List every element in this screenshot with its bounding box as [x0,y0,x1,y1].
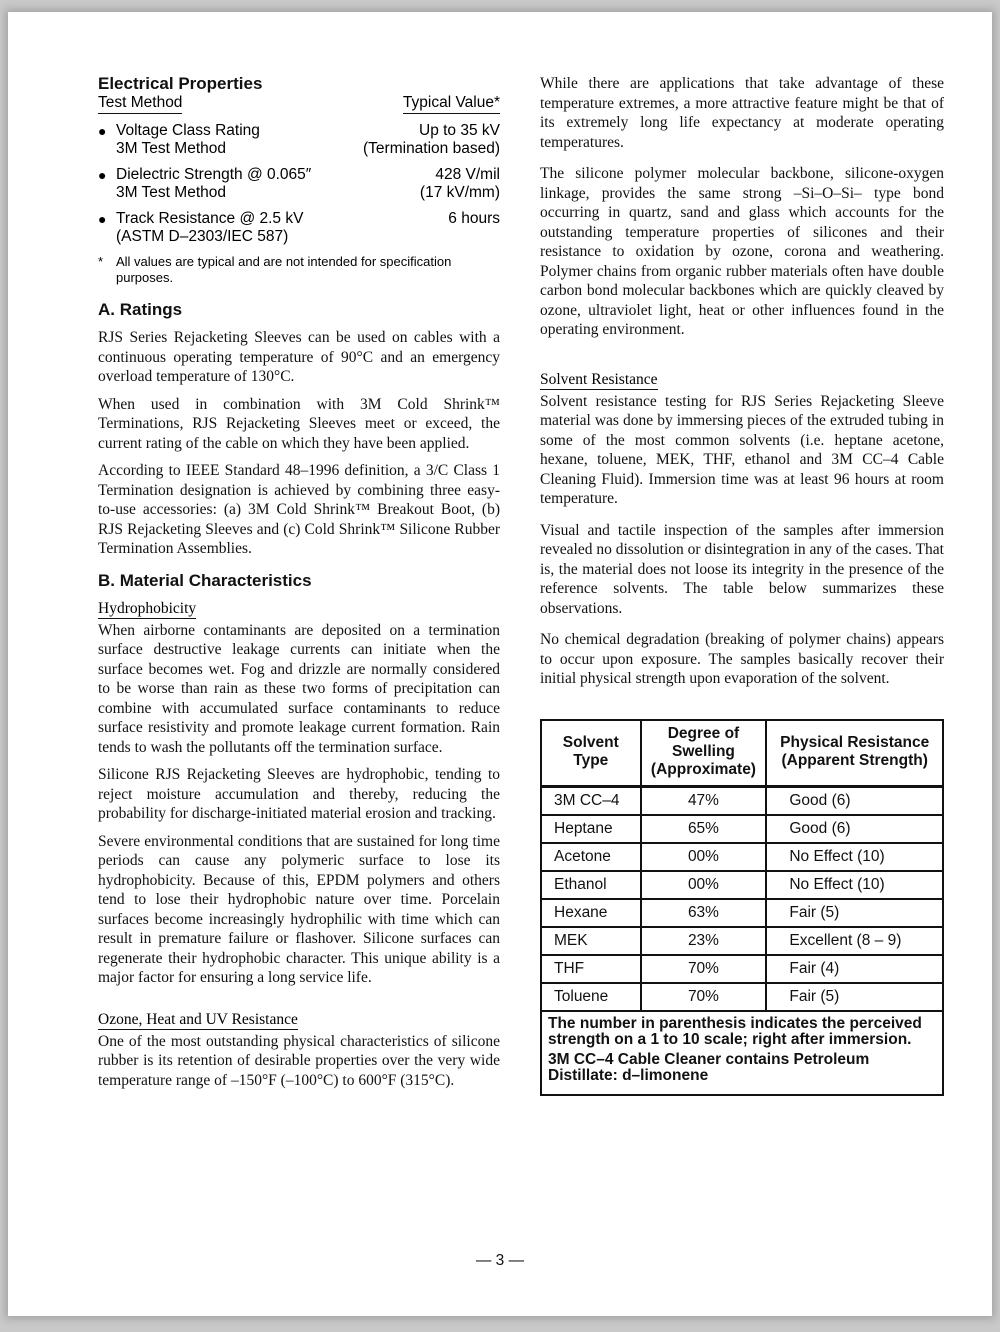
property-name: Track Resistance @ 2.5 kV [116,210,304,227]
cell-solvent: Heptane [541,815,641,843]
property-value: Up to 35 kV [419,122,500,139]
col-header-swelling: Degree of Swelling (Approximate) [641,720,767,787]
table-row [541,843,943,871]
cell-resistance: Good (6) [766,786,943,815]
ozone-paragraph-1: One of the most outstanding physical characteristics of silicone rubber is its retention of desirable properties over the very wide temperature range of –150°F (–100°C) to 600°F (315°C). [98,1032,500,1089]
ratings-paragraph-2: When used in combination with 3M Cold Shrink™ Terminations, RJS Rejacketing Sleeves meet or exceed, the current rating of the cable on which they have been applied. [98,395,500,452]
electrical-properties-heading: Electrical Properties [98,74,263,93]
electrical-table-header [98,94,500,114]
cell-resistance: No Effect (10) [766,843,943,871]
test-method-header: Test Method [98,94,182,114]
property-dielectric-strength [98,166,500,202]
table-row [541,871,943,899]
cell-swelling: 00% [641,871,767,899]
property-voltage-class [98,122,500,158]
table-header-row [541,720,943,787]
property-value: 428 V/mil [435,166,500,183]
typical-value-header: Typical Value* [403,94,500,114]
table-row [541,983,943,1011]
property-value-note: (Termination based) [363,140,500,157]
table-row [541,815,943,843]
table-note-row [541,1011,943,1095]
bullet-icon: ● [98,123,107,139]
table-row [541,899,943,927]
solvent-paragraph-1: Solvent resistance testing for RJS Series Rejacketing Sleeve material was done by immersing pieces of the extruded tubing in some of the most common solvents (i.e. heptane acetone, hexane, toluene, MEK, THF, ethanol and 3M CC–4 Cable Cleaning Fluid). Immersion time was at least 96 hours at room temperature. [540,392,944,507]
ozone-paragraph-2: While there are applications that take advantage of these temperature extremes, a more attractive feature might be that of its extremely long life expectancy at moderate operating temperatures. [540,75,944,151]
cell-resistance: Good (6) [766,815,943,843]
cell-swelling: 23% [641,927,767,955]
document-page [8,12,992,1316]
table-note-cleaner: 3M CC–4 Cable Cleaner contains Petroleum Distillate: d–limonene [548,1050,870,1084]
col-header-solvent-type: Solvent Type [541,720,641,787]
property-method: 3M Test Method [116,184,226,201]
bullet-icon: ● [98,167,107,183]
ozone-paragraph-3: The silicone polymer molecular backbone, silicone-oxygen linkage, provides the same strong –Si–O–Si– type bond occurring in quartz, sand and glass which accounts for the outstanding temperature properties of silicones and their resistance to oxidation by ozone, corona and weathering. Polymer chains from organic rubber materials often have double carbon bond molecular backbones which are quickly cleaved by ozone, ultraviolet light, heat or other influences found in the operating environment. [540,165,944,338]
cell-resistance: Fair (5) [766,983,943,1011]
cell-resistance: Fair (5) [766,899,943,927]
footnote-mark: * [98,254,104,269]
solvent-paragraph-2: Visual and tactile inspection of the samples after immersion revealed no dissolution or disintegration in any of the cases. That is, the material does not loose its integrity in the presence of the reference solvents. The table below summarizes these observations. [540,521,944,617]
ratings-paragraph-3: According to IEEE Standard 48–1996 definition, a 3/C Class 1 Termination designation is achieved by combining three easy-to-use accessories: (a) 3M Cold Shrink™ Breakout Boot, (b) RJS Rejacketing Sleeves and (c) Cold Shrink™ Silicone Rubber Termination Assemblies. [98,462,500,557]
footnote-text: All values are typical and are not intended for specification purposes. [116,254,452,285]
solvent-resistance-subheading: Solvent Resistance [540,370,658,388]
cell-solvent: Toluene [541,983,641,1011]
hydrophobicity-paragraph-1: When airborne contaminants are deposited on a termination surface destructive leakage currents can initiate when the surface becomes wet. Fog and drizzle are normally considered to be worse than rain as these two forms of precipitation can combine with accumulated surface contaminants to reduce surface resistivity and promote leakage current formation. Rain tends to wash the pollutants off the termination surface. [98,621,500,756]
solvent-paragraph-3: No chemical degradation (breaking of polymer chains) appears to occur upon exposure. The samples basically recover their initial physical strength upon evaporation of the solvent. [540,631,944,687]
table-row [541,955,943,983]
table-note-scale: The number in parenthesis indicates the perceived strength on a 1 to 10 scale; right after immersion. [548,1014,922,1048]
table-note [541,1011,943,1095]
cell-solvent: MEK [541,927,641,955]
cell-resistance: Fair (4) [766,955,943,983]
table-row [541,927,943,955]
footnote [98,254,500,286]
property-name: Voltage Class Rating [116,122,260,139]
table-row [541,786,943,815]
cell-swelling: 63% [641,899,767,927]
property-method: (ASTM D–2303/IEC 587) [116,228,289,245]
property-value: 6 hours [448,210,500,227]
col-header-physical-resistance: Physical Resistance (Apparent Strength) [766,720,943,787]
page-number: — 3 — [475,1252,525,1269]
cell-swelling: 65% [641,815,767,843]
cell-solvent: Hexane [541,899,641,927]
ratings-heading: A. Ratings [98,300,183,319]
hydrophobicity-subheading: Hydrophobicity [98,599,197,617]
property-name: Dielectric Strength @ 0.065″ [116,166,312,183]
cell-swelling: 47% [641,786,767,815]
hydrophobicity-paragraph-2: Silicone RJS Rejacketing Sleeves are hydrophobic, tending to reject moisture accumulation and thereby, reducing the probability for discharge-initiated material erosion and tracking. [98,766,500,822]
cell-swelling: 70% [641,983,767,1011]
ratings-paragraph-1: RJS Series Rejacketing Sleeves can be used on cables with a continuous operating temperature of 90°C and an emergency overload temperature of 130°C. [98,329,500,385]
cell-swelling: 00% [641,843,767,871]
material-characteristics-heading: B. Material Characteristics [98,570,312,590]
cell-solvent: 3M CC–4 [541,786,641,815]
property-track-resistance [98,210,500,246]
left-column [98,74,500,1098]
bullet-icon: ● [98,211,107,227]
property-method: 3M Test Method [116,140,226,157]
hydrophobicity-paragraph-3: Severe environmental conditions that are sustained for long time periods can cause any polymeric surface to lose its hydrophobicity. Because of this, EPDM polymers and others tend to lose their hydrophobic nature over time. Porcelain surfaces become increasingly hydrophilic with time which can result in premature failure or flashover. Silicone surfaces can regenerate their hydrophobic character. This unique ability is a major factor for ensuring a long service life. [98,832,500,986]
right-column [540,74,944,1096]
cell-solvent: THF [541,955,641,983]
property-value-note: (17 kV/mm) [419,184,500,201]
cell-swelling: 70% [641,955,767,983]
cell-resistance: No Effect (10) [766,871,943,899]
solvent-resistance-table [540,719,944,1096]
cell-solvent: Acetone [541,843,641,871]
cell-solvent: Ethanol [541,871,641,899]
cell-resistance: Excellent (8 – 9) [766,927,943,955]
ozone-heat-uv-subheading: Ozone, Heat and UV Resistance [98,1010,298,1028]
